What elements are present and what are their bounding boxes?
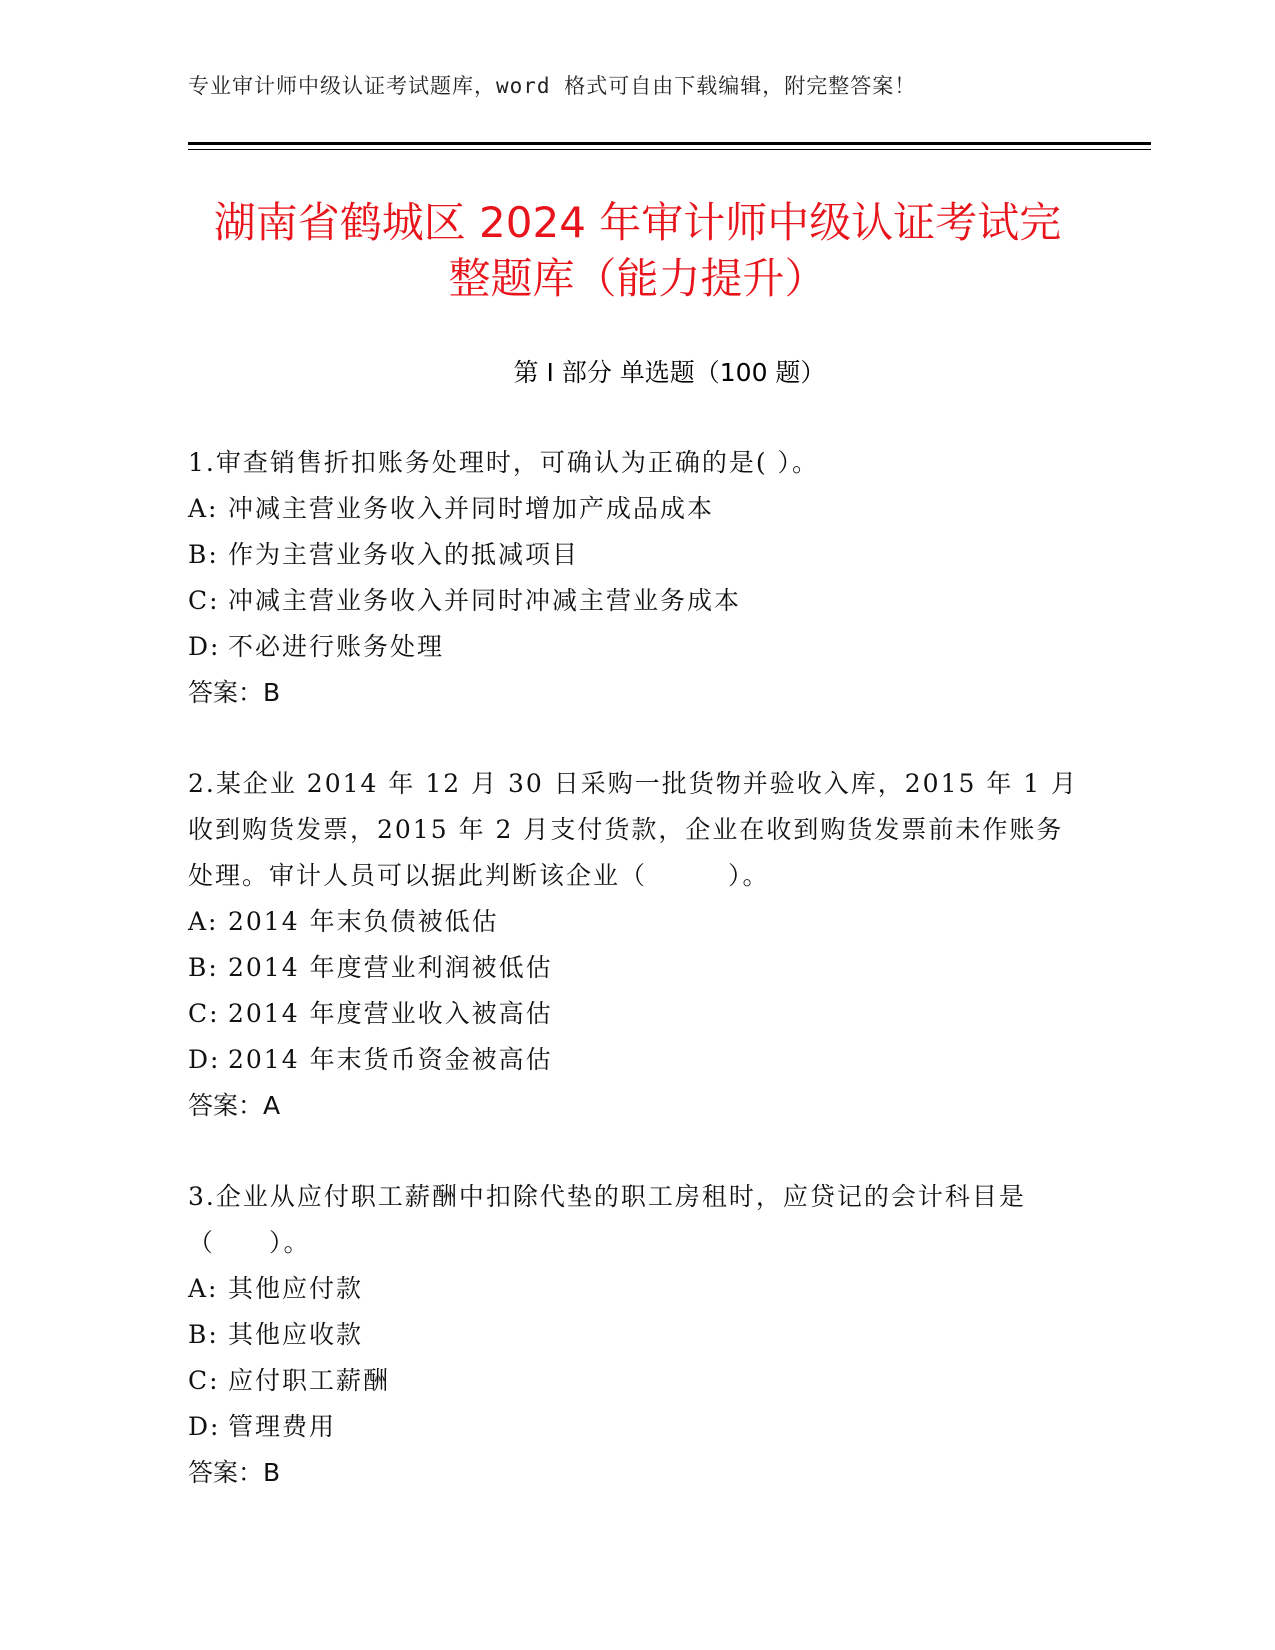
option-a xyxy=(188,899,1088,945)
header-rule-thick xyxy=(188,142,1151,145)
document-title-line2: 整题库（能力提升） xyxy=(448,254,827,303)
option-b xyxy=(188,945,1088,991)
option-text: 管理费用 xyxy=(228,1412,337,1441)
answer: 答案：A xyxy=(188,1091,281,1120)
option-letter: D: xyxy=(188,632,221,661)
option-b xyxy=(188,1312,1088,1358)
document-title-line1: 湖南省鹤城区 2024 年审计师中级认证考试完 xyxy=(213,198,1062,247)
option-letter: A: xyxy=(188,907,219,936)
question-2 xyxy=(188,761,1088,1129)
option-letter: A: xyxy=(188,1274,219,1303)
option-text: 冲减主营业务收入并同时增加产成品成本 xyxy=(228,494,715,523)
section-heading: 第 I 部分 单选题（100 题） xyxy=(513,358,826,387)
option-text: 冲减主营业务收入并同时冲减主营业务成本 xyxy=(228,586,742,615)
option-letter: B: xyxy=(188,1320,219,1349)
option-text: 作为主营业务收入的抵减项目 xyxy=(228,540,580,569)
option-text: 不必进行账务处理 xyxy=(228,632,445,661)
option-b xyxy=(188,532,1088,578)
option-a xyxy=(188,1266,1088,1312)
question-list xyxy=(188,440,1088,1541)
option-letter: D: xyxy=(188,1412,221,1441)
option-c xyxy=(188,991,1088,1037)
option-text: 2014 年末货币资金被高估 xyxy=(228,1045,553,1074)
option-letter: B: xyxy=(188,540,219,569)
option-letter: A: xyxy=(188,494,219,523)
option-c xyxy=(188,1358,1088,1404)
option-letter: C: xyxy=(188,586,220,615)
header-rule-thin xyxy=(188,149,1151,150)
question-3 xyxy=(188,1174,1088,1496)
question-text: 3.企业从应付职工薪酬中扣除代垫的职工房租时，应贷记的会计科目是（ ）。 xyxy=(188,1182,1026,1257)
option-text: 其他应收款 xyxy=(228,1320,364,1349)
option-letter: C: xyxy=(188,999,220,1028)
option-letter: D: xyxy=(188,1045,221,1074)
document-title xyxy=(170,195,1105,307)
answer: 答案：B xyxy=(188,678,281,707)
header-note: 专业审计师中级认证考试题库，word 格式可自由下载编辑，附完整答案！ xyxy=(188,74,917,98)
question-text: 1.审查销售折扣账务处理时，可确认为正确的是( ）。 xyxy=(188,448,820,477)
option-text: 2014 年度营业利润被低估 xyxy=(228,953,553,982)
option-text: 2014 年末负债被低估 xyxy=(228,907,499,936)
question-text: 2.某企业 2014 年 12 月 30 日采购一批货物并验收入库，2015 年 1 月收到购货发票，2015 年 2 月支付货款，企业在收到购货发票前未作账务处理。审计人员可以据此判断该企业（ ）。 xyxy=(188,769,1079,890)
option-d xyxy=(188,1037,1088,1083)
option-d xyxy=(188,1404,1088,1450)
option-a xyxy=(188,486,1088,532)
option-c xyxy=(188,578,1088,624)
question-1 xyxy=(188,440,1088,716)
option-letter: C: xyxy=(188,1366,220,1395)
option-d xyxy=(188,624,1088,670)
option-text: 应付职工薪酬 xyxy=(228,1366,391,1395)
option-text: 其他应付款 xyxy=(228,1274,364,1303)
option-text: 2014 年度营业收入被高估 xyxy=(228,999,553,1028)
answer: 答案：B xyxy=(188,1458,281,1487)
option-letter: B: xyxy=(188,953,219,982)
